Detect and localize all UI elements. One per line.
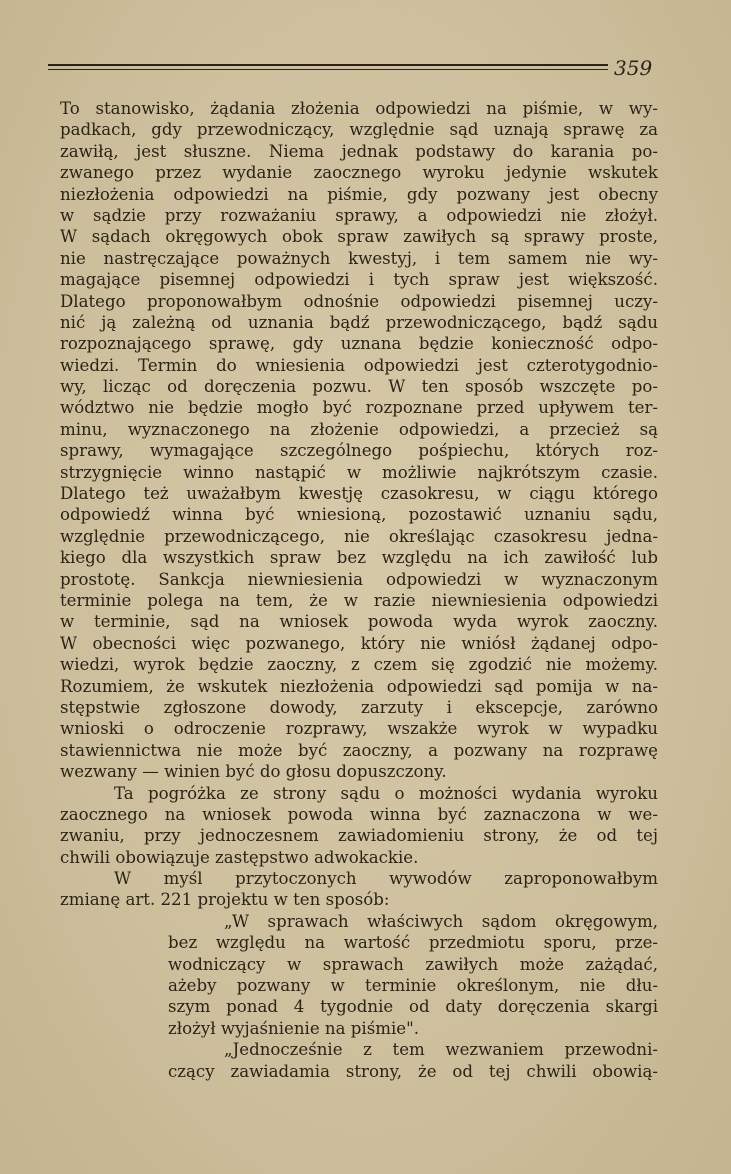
- body-line: Ta pogróżka ze strony sądu o możności wydania wyroku: [114, 783, 658, 803]
- body-line: wy, licząc od doręczenia pozwu. W ten sposób wszczęte po-: [60, 377, 658, 397]
- body-line: Dlatego też uważałbym kwestję czasokresu, w ciągu którego: [60, 484, 658, 504]
- body-line: zmianę art. 221 projektu w ten sposób:: [60, 890, 390, 910]
- body-line: stawiennictwa nie może być zaoczny, a pozwany na rozprawę: [60, 740, 658, 760]
- body-line: odpowiedź winna być wniesioną, pozostawić uznaniu sądu,: [60, 505, 658, 525]
- body-line: rozpoznającego sprawę, gdy uznana będzie konieczność odpo-: [60, 334, 658, 354]
- body-line: Dlatego proponowałbym odnośnie odpowiedzi pisemnej uczy-: [60, 291, 658, 311]
- quoted-article-text: [60, 911, 658, 1082]
- body-line: chwili obowiązuje zastępstwo adwokackie.: [60, 847, 419, 867]
- body-line: strzygnięcie winno nastąpić w możliwie najkrótszym czasie.: [60, 462, 658, 482]
- body-line: kiego dla wszystkich spraw bez względu na ich zawiłość lub: [60, 548, 658, 568]
- body-line: W obecności więc pozwanego, który nie wniósł żądanej odpo-: [60, 633, 658, 653]
- body-line: stępstwie zgłoszone dowody, zarzuty i ekscepcje, zarówno: [60, 697, 658, 717]
- body-line: wezwany — winien być do głosu dopuszczony.: [60, 762, 447, 782]
- body-line: magające pisemnej odpowiedzi i tych spraw jest większość.: [60, 270, 658, 290]
- quote-line: złożył wyjaśnienie na piśmie".: [168, 1018, 419, 1038]
- body-line: wiedzi. Termin do wniesienia odpowiedzi jest czterotygodnio-: [60, 355, 658, 375]
- body-line: terminie polega na tem, że w razie niewniesienia odpowiedzi: [60, 590, 658, 610]
- body-line: prostotę. Sankcja niewniesienia odpowiedzi w wyznaczonym: [60, 569, 658, 589]
- quote-line: szym ponad 4 tygodnie od daty doręczenia skargi: [168, 997, 658, 1017]
- body-line: To stanowisko, żądania złożenia odpowiedzi na piśmie, w wy-: [60, 99, 658, 118]
- body-line: wnioski o odroczenie rozprawy, wszakże wyrok w wypadku: [60, 719, 658, 739]
- quote-line: „Jednocześnie z tem wezwaniem przewodni-: [224, 1040, 658, 1060]
- body-line: Rozumiem, że wskutek niezłożenia odpowiedzi sąd pomija w na-: [60, 676, 658, 696]
- body-line: niezłożenia odpowiedzi na piśmie, gdy pozwany jest obecny: [60, 184, 658, 204]
- page-number: 359: [614, 56, 653, 80]
- quote-line: bez względu na wartość przedmiotu sporu, prze-: [168, 933, 658, 953]
- body-line: zaocznego na wniosek powoda winna być zaznaczona w we-: [60, 804, 658, 824]
- quote-line: „W sprawach właściwych sądom okręgowym,: [224, 911, 658, 931]
- body-line: sprawy, wymagające szczególnego pośpiechu, których roz-: [60, 441, 658, 461]
- quote-line: wodniczący w sprawach zawiłych może zażądać,: [168, 954, 658, 974]
- body-line: wództwo nie będzie mogło być rozpoznane przed upływem ter-: [60, 398, 658, 418]
- header-rule: [48, 64, 608, 70]
- body-line: nie nastręczające poważnych kwestyj, i tem samem nie wy-: [60, 248, 658, 268]
- body-line: W sądach okręgowych obok spraw zawiłych są sprawy proste,: [60, 227, 658, 247]
- body-line: w terminie, sąd na wniosek powoda wyda wyrok zaoczny.: [60, 612, 658, 632]
- body-line: względnie przewodniczącego, nie określając czasokresu jedna-: [60, 526, 658, 546]
- body-line: zawiłą, jest słuszne. Niema jednak podstawy do karania po-: [60, 141, 658, 161]
- body-line: minu, wyznaczonego na złożenie odpowiedzi, a przecież są: [60, 419, 658, 439]
- body-line: wiedzi, wyrok będzie zaoczny, z czem się zgodzić nie możemy.: [60, 655, 658, 675]
- body-line: nić ją zależną od uznania bądź przewodniczącego, bądź sądu: [60, 312, 658, 332]
- quote-line: czący zawiadamia strony, że od tej chwili obowią-: [168, 1061, 658, 1081]
- body-line: zwanego przez wydanie zaocznego wyroku jedynie wskutek: [60, 163, 658, 183]
- quote-line: ażeby pozwany w terminie określonym, nie dłu-: [168, 976, 658, 996]
- body-line: W myśl przytoczonych wywodów zaproponowałbym: [114, 869, 658, 889]
- body-text: [60, 98, 658, 1082]
- body-line: zwaniu, przy jednoczesnem zawiadomieniu strony, że od tej: [60, 826, 658, 846]
- body-line: padkach, gdy przewodniczący, względnie sąd uznają sprawę za: [60, 120, 658, 140]
- body-line: w sądzie przy rozważaniu sprawy, a odpowiedzi nie złożył.: [60, 205, 658, 225]
